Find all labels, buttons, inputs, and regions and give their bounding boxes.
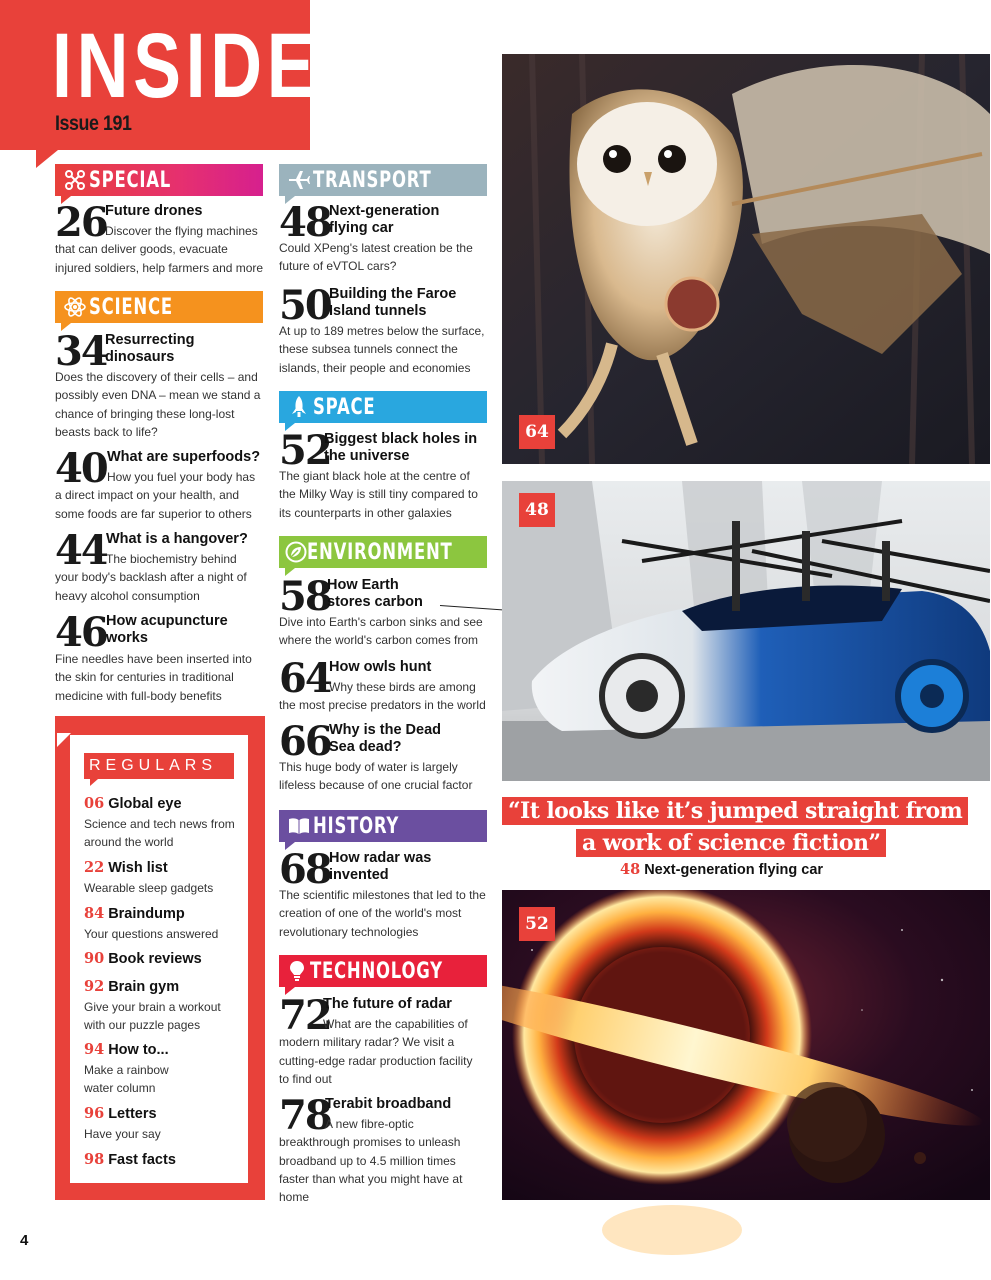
section-label: TECHNOLOGY (309, 958, 443, 984)
article-description: Dive into Earth's carbon sinks and see where the world's carbon comes from (279, 615, 483, 648)
section-special (55, 164, 263, 196)
regular-title: Braindump (108, 906, 185, 922)
article-entry[interactable] (279, 573, 489, 652)
article-description: Why these birds are among the most precise predators in the world (279, 680, 486, 713)
regular-description: Make a rainbow water column (84, 1063, 169, 1096)
regular-title: Brain gym (108, 979, 180, 995)
page-number: 68 (279, 846, 331, 893)
page-number: 98 (84, 1151, 105, 1168)
drone-icon (61, 164, 89, 196)
article-description: Discover the flying machines that can deliver goods, evacuate injured soldiers, help farmers and more (55, 224, 264, 275)
article-description: The giant black hole at the centre of the Milky Way is still tiny compared to its counterparts in other galaxies (279, 469, 478, 520)
article-description: This huge body of water is largely lifeless because of one crucial factor (279, 760, 473, 793)
section-label: TRANSPORT (313, 167, 432, 193)
regular-title: Wish list (108, 860, 168, 876)
flying-car-photo[interactable] (502, 481, 990, 781)
book-icon (285, 810, 313, 842)
article-description: What are the capabilities of modern military radar? We visit a cutting-edge radar production facility to find out (279, 1017, 473, 1086)
article-title: Next-generation flying car (329, 203, 440, 236)
pull-quote-line-1: “It looks like it’s jumped straight from (502, 797, 968, 825)
leaf-globe-icon (285, 536, 307, 568)
article-entry[interactable] (279, 655, 491, 717)
page-number: 46 (55, 609, 107, 656)
article-entry[interactable] (279, 846, 489, 945)
regular-item[interactable] (84, 1151, 244, 1169)
article-entry[interactable] (55, 609, 265, 708)
regular-item[interactable] (84, 978, 244, 1035)
page-number: 90 (84, 950, 105, 967)
section-science (55, 291, 263, 323)
article-title: Resurrecting dinosaurs (105, 332, 195, 365)
article-entry[interactable] (55, 527, 265, 606)
article-title: How radar was invented (329, 850, 432, 883)
regular-description: Have your say (84, 1127, 161, 1141)
regular-title: Fast facts (108, 1152, 176, 1168)
regular-description: Give your brain a workout with our puzzle pages (84, 1000, 221, 1033)
article-description: A new fibre-optic breakthrough promises to unleash broadband up to 4.5 million times faster than what you might have at home (279, 1117, 463, 1205)
article-title: How Earth stores carbon (327, 577, 423, 610)
page-number: 66 (279, 718, 331, 765)
page-number: 84 (84, 905, 105, 922)
regular-item[interactable] (84, 1041, 244, 1098)
page-number: 72 (279, 992, 331, 1039)
page-number: 22 (84, 859, 105, 876)
page-number: 92 (84, 978, 105, 995)
article-description: Does the discovery of their cells – and possibly even DNA – mean we stand a chance of bringing these long-lost beasts back to life? (55, 370, 261, 439)
regulars-corner (57, 733, 71, 747)
page-badge: 48 (519, 493, 555, 527)
section-space (279, 391, 487, 423)
article-title: What is a hangover? (106, 531, 248, 547)
section-label: ENVIRONMENT (307, 539, 453, 565)
article-title: How owls hunt (329, 659, 432, 675)
article-entry[interactable] (279, 427, 489, 526)
page-number: 50 (279, 282, 331, 329)
page-badge: 64 (519, 415, 555, 449)
article-description: The scientific milestones that led to the creation of one of the world's most revolutionary technologies (279, 888, 486, 939)
regular-title: Global eye (108, 796, 182, 812)
pull-quote-reference[interactable] (620, 861, 823, 878)
article-title: How acupuncture works (106, 613, 228, 646)
article-entry[interactable] (279, 199, 489, 278)
folio-page-number: 4 (20, 1232, 29, 1249)
section-technology (279, 955, 487, 987)
regular-item[interactable] (84, 905, 244, 943)
regular-description: Your questions answered (84, 927, 219, 941)
regulars-heading: REGULARS (84, 753, 234, 779)
black-hole-photo[interactable] (502, 890, 990, 1260)
regular-description: Science and tech news from around the world (84, 817, 235, 850)
page-number: 96 (84, 1105, 105, 1122)
atom-icon (61, 291, 89, 323)
page-number: 48 (620, 861, 641, 878)
owl-photo[interactable] (502, 54, 990, 464)
page-number: 52 (279, 427, 331, 474)
page-number: 48 (279, 199, 331, 246)
regular-title: Letters (108, 1106, 157, 1122)
rocket-icon (285, 391, 313, 423)
page-title: INSIDE (52, 15, 320, 117)
plane-icon (285, 164, 313, 196)
article-description: Could XPeng's latest creation be the future of eVTOL cars? (279, 241, 473, 274)
article-entry[interactable] (279, 1092, 489, 1206)
lightbulb-icon (285, 955, 310, 987)
page-number: 06 (84, 795, 105, 812)
article-description: How you fuel your body has a direct impact on your health, and some foods are far superior to others (55, 470, 256, 521)
regular-item[interactable] (84, 795, 244, 852)
page-badge: 52 (519, 907, 555, 941)
article-title: Why is the Dead Sea dead? (329, 722, 441, 755)
article-title: Building the Faroe Island tunnels (329, 286, 457, 319)
regular-item[interactable] (84, 1105, 244, 1143)
page-number: 40 (55, 445, 107, 492)
section-environment (279, 536, 487, 568)
article-title: What are superfoods? (107, 449, 261, 465)
section-history (279, 810, 487, 842)
article-entry[interactable] (279, 718, 489, 797)
page-number: 26 (55, 199, 107, 246)
article-entry[interactable] (279, 282, 489, 381)
page-number: 64 (279, 655, 331, 702)
article-entry[interactable] (55, 328, 265, 442)
article-entry[interactable] (279, 992, 489, 1091)
regular-title: Book reviews (108, 951, 202, 967)
article-title: The future of radar (323, 996, 452, 1012)
page-number: 58 (279, 573, 331, 620)
regular-description: Wearable sleep gadgets (84, 881, 214, 895)
section-label: SCIENCE (89, 294, 173, 320)
page-number: 44 (55, 527, 107, 574)
section-label: SPACE (313, 394, 376, 420)
regular-item[interactable] (84, 950, 244, 968)
page-number: 34 (55, 328, 107, 375)
pull-quote-line-2: a work of science fiction” (576, 829, 886, 857)
pull-quote-article-title: Next-generation flying car (644, 862, 824, 878)
page-number: 94 (84, 1041, 105, 1058)
section-label: SPECIAL (89, 167, 172, 193)
section-label: HISTORY (313, 813, 400, 839)
article-title: Biggest black holes in the universe (324, 431, 478, 464)
article-description: Fine needles have been inserted into the skin for centuries in traditional medicine with full-body benefits (55, 652, 252, 703)
regular-item[interactable] (84, 859, 244, 897)
regular-title: How to... (108, 1042, 169, 1058)
article-description: At up to 189 metres below the surface, these subsea tunnels connect the islands, their people and economies (279, 324, 485, 375)
regulars-heading-tick (90, 779, 98, 786)
article-description: The biochemistry behind your body's backlash after a night of heavy alcohol consumption (55, 552, 247, 603)
section-transport (279, 164, 487, 196)
page-number: 78 (279, 1092, 331, 1139)
article-entry[interactable] (55, 445, 265, 524)
issue-number: Issue 191 (55, 112, 132, 135)
article-title: Terabit broadband (325, 1096, 452, 1112)
article-title: Future drones (105, 203, 203, 219)
article-entry[interactable] (55, 199, 265, 278)
